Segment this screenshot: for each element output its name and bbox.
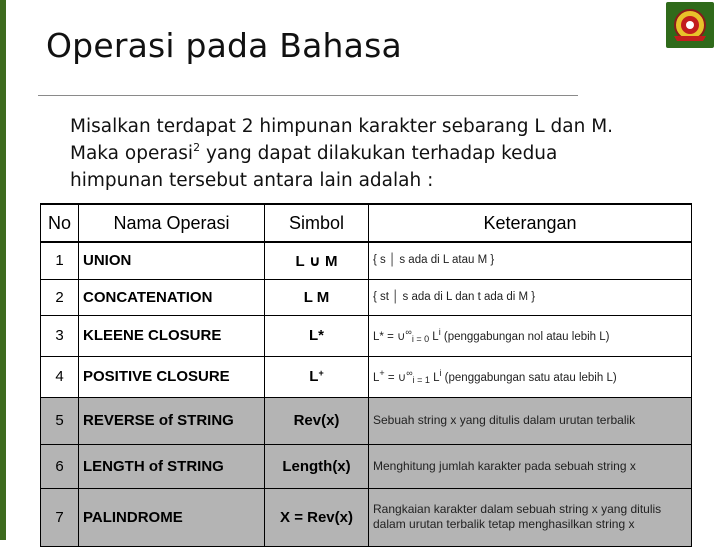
operation-name: POSITIVE CLOSURE (79, 356, 265, 397)
positive-formula-l: L (373, 371, 380, 384)
plus-superscript: + (379, 367, 385, 378)
title-divider (38, 95, 578, 96)
operations-table (40, 203, 692, 547)
operation-description: Sebuah string x yang ditulis dalam urutan terbalik (369, 397, 692, 444)
intro-line-3: himpunan tersebut antara lain adalah : (70, 170, 434, 191)
operation-description: Rangkaian karakter dalam sebuah string x yang ditulis dalam urutan terbalik tetap menghasilkan string x (369, 488, 692, 546)
header-description: Keterangan (369, 204, 692, 242)
table-row (41, 315, 692, 356)
header-name: Nama Operasi (79, 204, 265, 242)
operation-symbol: X = Rev(x) (265, 488, 369, 546)
positive-formula-union: = ∪ (384, 371, 407, 384)
positive-formula-term: L (429, 371, 440, 384)
operation-name: UNION (79, 242, 265, 279)
index-subscript: i = 1 (412, 374, 430, 385)
operation-name: PALINDROME (79, 488, 265, 546)
row-number: 2 (41, 279, 79, 315)
kleene-formula-l: L (429, 330, 439, 343)
infinity-superscript: ∞ (405, 326, 412, 337)
intro-line-2-start: Maka operasi (70, 143, 194, 164)
operation-name: REVERSE of STRING (79, 397, 265, 444)
intro-line-2-end: yang dapat dilakukan terhadap kedua (200, 143, 558, 164)
operation-symbol: L ∪ M (265, 242, 369, 279)
operation-name: CONCATENATION (79, 279, 265, 315)
intro-line-2 (70, 140, 690, 167)
intro-line-1: Misalkan terdapat 2 himpunan karakter sebarang L dan M. (70, 116, 614, 137)
operation-name: LENGTH of STRING (79, 444, 265, 488)
intro-footnote-mark: 2 (193, 140, 201, 154)
operation-description: { s │ s ada di L atau M } (369, 242, 692, 279)
row-number: 7 (41, 488, 79, 546)
kleene-formula-note: (penggabungan nol atau lebih L) (440, 330, 610, 343)
row-number: 1 (41, 242, 79, 279)
kleene-formula-start: L* = ∪ (373, 330, 406, 343)
power-superscript: i (438, 326, 441, 337)
operation-description (369, 315, 692, 356)
row-number: 5 (41, 397, 79, 444)
operation-description: { st │ s ada di L dan t ada di M } (369, 279, 692, 315)
positive-formula-note: (penggabungan satu atau lebih L) (441, 371, 617, 384)
university-emblem-icon (666, 2, 714, 48)
page-title: Operasi pada Bahasa (46, 26, 402, 65)
power-superscript: i (439, 367, 442, 378)
intro-paragraph (70, 113, 690, 194)
operation-symbol: L* (265, 315, 369, 356)
symbol-base: L (309, 368, 319, 385)
infinity-superscript: ∞ (406, 367, 413, 378)
operation-symbol (265, 356, 369, 397)
table-row (41, 242, 692, 279)
table-row (41, 397, 692, 444)
symbol-plus-superscript: + (318, 368, 324, 378)
operation-symbol: L M (265, 279, 369, 315)
left-accent-bar (0, 0, 6, 540)
row-number: 3 (41, 315, 79, 356)
operation-symbol: Length(x) (265, 444, 369, 488)
table-header-row (41, 204, 692, 242)
header-symbol: Simbol (265, 204, 369, 242)
row-number: 6 (41, 444, 79, 488)
row-number: 4 (41, 356, 79, 397)
operation-description (369, 356, 692, 397)
index-subscript: i = 0 (411, 333, 430, 344)
table-row (41, 356, 692, 397)
header-no: No (41, 204, 79, 242)
table-row (41, 488, 692, 546)
table-row (41, 444, 692, 488)
operation-description: Menghitung jumlah karakter pada sebuah string x (369, 444, 692, 488)
operation-symbol: Rev(x) (265, 397, 369, 444)
operation-name: KLEENE CLOSURE (79, 315, 265, 356)
table-row (41, 279, 692, 315)
